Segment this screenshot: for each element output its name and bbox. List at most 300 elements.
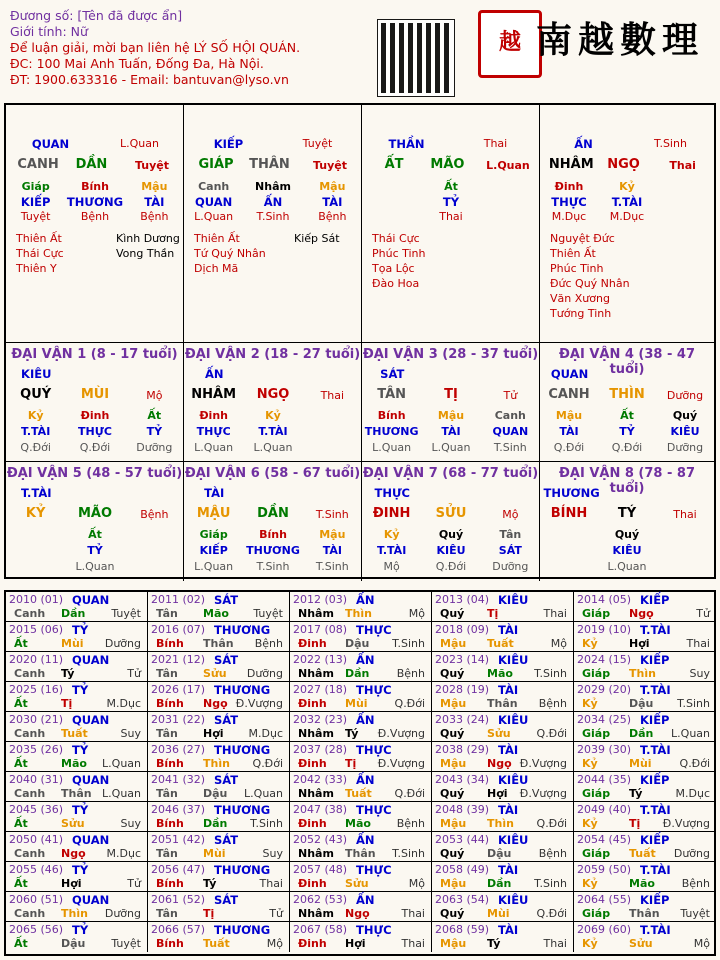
year-stem: Mậu [440, 937, 467, 950]
year-cell [432, 742, 574, 772]
year-stem: Quý [440, 907, 465, 920]
year-branch: Thìn [61, 907, 88, 920]
year-branch: Hợi [629, 637, 650, 650]
year-phase: M.Dục [106, 697, 141, 710]
heavenly-stem: GIÁP [198, 157, 234, 172]
year-phase: T.Sinh [534, 667, 567, 680]
year-branch: Thân [61, 787, 92, 800]
year-label: 2031 (22) [151, 713, 206, 726]
year-god: KIÊU [498, 713, 529, 727]
year-stem: Đinh [298, 637, 327, 650]
year-branch: Mùi [629, 757, 652, 770]
dai-van-cell [540, 343, 714, 462]
dai-van-god: ẤN [204, 367, 224, 381]
year-cell [6, 652, 148, 682]
year-cell [574, 772, 716, 802]
year-label: 2061 (52) [151, 893, 206, 906]
hidden-stem: Ất [620, 409, 634, 422]
year-cell [432, 832, 574, 862]
year-phase: Mộ [408, 877, 425, 890]
year-god: QUAN [72, 713, 110, 727]
year-phase: Suy [262, 847, 283, 860]
year-cell [290, 652, 432, 682]
year-branch: Thân [487, 697, 518, 710]
year-branch: Tuất [61, 727, 88, 740]
year-god: THỰC [356, 803, 392, 817]
year-branch: Sửu [203, 667, 227, 680]
star-name: Thái Cực [372, 232, 420, 245]
earthly-branch: MÃO [77, 506, 113, 521]
year-god: THƯƠNG [214, 863, 271, 877]
year-branch: Dậu [629, 697, 654, 710]
year-stem: Mậu [440, 877, 467, 890]
year-label: 2041 (32) [151, 773, 206, 786]
star-name: Tướng Tinh [550, 307, 612, 320]
year-phase: Tuyệt [253, 607, 283, 620]
year-god: THƯƠNG [214, 923, 271, 937]
hidden-stem: Tuyệt [20, 210, 51, 223]
year-god: TỶ [72, 623, 89, 637]
year-label: 2039 (30) [577, 743, 632, 756]
year-phase: Thai [543, 607, 567, 620]
year-god: SÁT [214, 713, 239, 727]
year-stem: Canh [14, 847, 46, 860]
year-phase: Tử [696, 607, 710, 620]
hidden-stem: Mậu [319, 180, 346, 193]
earthly-branch: NGỌ [256, 387, 290, 402]
hidden-stem: THƯƠNG [246, 544, 300, 557]
hidden-stem: Ất [88, 528, 102, 541]
heavenly-stem: ẤT [384, 157, 404, 172]
year-god: THƯƠNG [214, 683, 271, 697]
earthly-branch: THÂN [249, 157, 290, 172]
year-label: 2038 (29) [435, 743, 490, 756]
hidden-stem: T.Sinh [256, 210, 290, 223]
year-god: TỶ [72, 923, 89, 937]
hidden-stem: THƯƠNG [66, 195, 124, 209]
year-branch: Thân [203, 637, 234, 650]
hidden-stem: Kỷ [619, 180, 635, 193]
star-name: Thiên Ất [16, 232, 62, 245]
branch-phase: Dưỡng [666, 389, 704, 402]
year-branch: Tý [345, 727, 359, 740]
year-branch: Sửu [487, 727, 511, 740]
pillar-stem-god: KIẾP [213, 137, 244, 151]
year-phase: Đ.Vượng [662, 817, 710, 830]
year-stem: Ất [14, 877, 28, 890]
year-stem: Đinh [298, 937, 327, 950]
year-phase: Mộ [408, 607, 425, 620]
hidden-stem: THỰC [551, 195, 587, 209]
phone-email-line: ĐT: 1900.633316 - Email: bantuvan@lyso.vn [10, 72, 289, 87]
year-god: ẤN [356, 713, 375, 727]
pillar-stem-phase: T.Sinh [654, 137, 687, 150]
year-branch: Mão [61, 757, 87, 770]
year-branch: Hợi [345, 937, 366, 950]
year-god: TÀI [498, 803, 519, 817]
hidden-stem: M.Dục [609, 210, 645, 223]
year-phase: T.Sinh [250, 817, 283, 830]
year-god: KIÊU [498, 653, 529, 667]
hidden-stem: Bính [377, 409, 406, 422]
year-phase: M.Dục [675, 787, 710, 800]
year-label: 2029 (20) [577, 683, 632, 696]
year-god: QUAN [72, 593, 110, 607]
hidden-stem: Kỷ [383, 528, 400, 541]
hidden-stem: Giáp [21, 180, 50, 193]
annual-table [4, 590, 716, 956]
hidden-stem: TÀI [559, 425, 579, 438]
year-cell [574, 592, 716, 622]
pillar-stem-god: QUAN [31, 137, 70, 151]
hidden-stem: T.Sinh [256, 560, 290, 573]
hidden-stem: Dưỡng [492, 560, 529, 573]
year-god: ẤN [356, 593, 375, 607]
year-branch: Dần [61, 607, 86, 620]
year-phase: L.Quan [244, 787, 283, 800]
year-stem: Canh [14, 727, 46, 740]
year-god: SÁT [214, 893, 239, 907]
year-stem: Mậu [440, 697, 467, 710]
year-label: 2068 (59) [435, 923, 490, 936]
year-god: SÁT [214, 773, 239, 787]
year-label: 2016 (07) [151, 623, 206, 636]
hidden-stem: TÀI [144, 195, 165, 209]
year-label: 2021 (12) [151, 653, 206, 666]
year-label: 2026 (17) [151, 683, 206, 696]
year-branch: Mão [629, 877, 655, 890]
year-branch: Dần [203, 817, 228, 830]
year-god: KIÊU [498, 773, 529, 787]
star-list [372, 231, 426, 291]
year-phase: L.Quan [102, 787, 141, 800]
year-phase: Bệnh [254, 637, 283, 650]
year-cell [574, 712, 716, 742]
year-phase: Đ.Vượng [519, 787, 567, 800]
year-branch: Tị [345, 757, 357, 770]
year-phase: Tử [127, 667, 141, 680]
year-label: 2069 (60) [577, 923, 632, 936]
hidden-stem: T.Sinh [315, 560, 349, 573]
year-phase: Dưỡng [104, 637, 141, 650]
branch-phase: Bệnh [140, 508, 169, 521]
year-label: 2015 (06) [9, 623, 64, 636]
hidden-stem: THỰC [196, 425, 231, 438]
contact-line: Để luận giải, mời bạn liên hệ LÝ SỐ HỘI QUÁN. [10, 40, 301, 55]
year-phase: L.Quan [671, 727, 710, 740]
branch-phase: Tuyệt [312, 159, 347, 172]
year-phase: T.Sinh [392, 637, 425, 650]
year-cell [574, 652, 716, 682]
year-stem: Quý [440, 727, 465, 740]
red-seal-logo: 越 [478, 10, 542, 78]
hidden-stem: L.Quan [431, 441, 471, 454]
year-branch: Ngọ [61, 847, 86, 860]
star-name: Phúc Tinh [550, 262, 604, 275]
year-cell [6, 922, 148, 952]
year-stem: Tân [156, 787, 178, 800]
year-phase: Suy [120, 727, 141, 740]
year-god: QUAN [72, 653, 110, 667]
year-god: THỰC [356, 623, 392, 637]
year-stem: Bính [156, 817, 184, 830]
year-stem: Tân [156, 907, 178, 920]
hidden-stem: Ất [147, 409, 162, 422]
year-god: KIẾP [640, 893, 670, 907]
year-label: 2062 (53) [293, 893, 348, 906]
hidden-stem: Kỷ [27, 409, 44, 422]
star-name: Tọa Lộc [372, 262, 415, 275]
year-god: THỰC [356, 683, 392, 697]
year-cell [148, 772, 290, 802]
star-name: Dịch Mã [194, 262, 239, 275]
year-cell [6, 772, 148, 802]
year-cell [290, 892, 432, 922]
heavenly-stem: TÂN [377, 387, 407, 402]
year-god: KIÊU [498, 593, 529, 607]
year-stem: Mậu [440, 637, 467, 650]
year-phase: Q.Đới [252, 757, 283, 770]
year-god: THƯƠNG [214, 803, 271, 817]
year-cell [148, 922, 290, 952]
dai-van-god: KIÊU [21, 367, 52, 381]
hidden-stem: Mậu [141, 180, 168, 193]
year-label: 2045 (36) [9, 803, 64, 816]
year-branch: Thìn [345, 607, 372, 620]
year-branch: Ngọ [203, 697, 228, 710]
year-phase: Q.Đới [536, 817, 567, 830]
year-cell [574, 682, 716, 712]
branch-phase: Thai [673, 508, 697, 521]
hidden-stem: THỰC [78, 425, 112, 438]
year-label: 2048 (39) [435, 803, 490, 816]
hidden-stem: KIÊU [670, 425, 700, 438]
year-stem: Kỷ [582, 637, 598, 650]
year-cell [574, 862, 716, 892]
year-god: TÀI [498, 863, 519, 877]
year-cell [290, 862, 432, 892]
hidden-stem: Đinh [554, 180, 584, 193]
year-label: 2065 (56) [9, 923, 64, 936]
hidden-stem: TÀI [322, 544, 342, 557]
year-cell [6, 622, 148, 652]
pillar-cell [362, 105, 540, 343]
year-branch: Tuất [345, 787, 372, 800]
year-stem: Đinh [298, 697, 327, 710]
year-branch: Tị [61, 697, 73, 710]
year-label: 2056 (47) [151, 863, 206, 876]
year-phase: Suy [689, 667, 710, 680]
branch-phase: Mộ [146, 389, 163, 402]
year-branch: Thìn [629, 667, 656, 680]
year-phase: Mộ [693, 937, 710, 950]
year-label: 2054 (45) [577, 833, 632, 846]
year-god: T.TÀI [640, 683, 671, 697]
year-god: KIẾP [640, 773, 670, 787]
year-stem: Quý [440, 847, 465, 860]
address-line: ĐC: 100 Mai Anh Tuấn, Đống Đa, Hà Nội. [10, 56, 264, 71]
star-name: Kình Dương [116, 232, 180, 245]
year-god: ẤN [356, 893, 375, 907]
year-phase: Suy [120, 817, 141, 830]
star-name: Vong Thần [116, 247, 175, 260]
year-stem: Quý [440, 787, 465, 800]
hidden-stem: Giáp [199, 528, 228, 541]
year-god: THỰC [356, 923, 392, 937]
hidden-stem: KIẾP [199, 544, 228, 557]
year-stem: Mậu [440, 757, 467, 770]
year-cell [148, 742, 290, 772]
year-god: T.TÀI [640, 743, 671, 757]
year-phase: Bệnh [396, 817, 425, 830]
year-cell [432, 802, 574, 832]
year-label: 2047 (38) [293, 803, 348, 816]
year-phase: Bệnh [396, 667, 425, 680]
year-stem: Kỷ [582, 757, 598, 770]
year-phase: M.Dục [106, 847, 141, 860]
star-name: Văn Xương [550, 292, 610, 305]
year-god: T.TÀI [640, 863, 671, 877]
year-cell [432, 892, 574, 922]
year-label: 2046 (37) [151, 803, 206, 816]
dai-van-title: ĐẠI VẬN 5 (48 - 57 tuổi) [6, 466, 183, 481]
year-phase: L.Quan [102, 757, 141, 770]
year-label: 2052 (43) [293, 833, 348, 846]
branch-phase: Tuyệt [134, 159, 169, 172]
year-stem: Bính [156, 757, 184, 770]
star-name: Nguyệt Đức [550, 232, 615, 245]
year-cell [290, 622, 432, 652]
year-branch: Tý [487, 937, 501, 950]
year-god: ẤN [356, 653, 375, 667]
dai-van-god: QUAN [550, 367, 589, 381]
year-branch: Dậu [203, 787, 228, 800]
star-name: Đức Quý Nhân [550, 277, 630, 290]
hidden-stem: T.TÀI [377, 544, 407, 557]
year-cell [574, 922, 716, 952]
year-cell [6, 892, 148, 922]
year-god: T.TÀI [640, 923, 671, 937]
year-branch: Mùi [487, 907, 510, 920]
dai-van-title: ĐẠI VẬN 3 (28 - 37 tuổi) [362, 347, 539, 362]
hidden-stem: T.TÀI [611, 195, 643, 209]
hidden-stem: Mậu [555, 409, 583, 422]
earthly-branch: TÝ [617, 506, 637, 521]
year-stem: Ất [14, 937, 28, 950]
year-branch: Tuất [629, 847, 656, 860]
year-cell [148, 802, 290, 832]
dai-van-god: THỰC [374, 486, 410, 500]
year-branch: Dần [629, 727, 654, 740]
hidden-stem: T.TÀI [258, 425, 288, 438]
year-stem: Canh [14, 667, 46, 680]
year-cell [290, 832, 432, 862]
hidden-stem: TÀI [441, 425, 461, 438]
year-god: SÁT [214, 593, 239, 607]
year-phase: Mộ [266, 937, 283, 950]
hidden-stem: Q.Đới [553, 441, 585, 454]
heavenly-stem: ĐINH [372, 506, 411, 521]
hidden-stem: Dưỡng [666, 441, 704, 454]
year-phase: Mộ [550, 637, 567, 650]
dai-van-cell [184, 343, 362, 462]
dai-van-cell [6, 462, 184, 581]
year-phase: Dưỡng [246, 667, 283, 680]
earthly-branch: MÃO [430, 157, 465, 172]
star-name: Đào Hoa [372, 277, 420, 290]
brand-logo-text: 南越數理 [536, 19, 705, 61]
year-phase: Q.Đới [679, 757, 710, 770]
year-god: TỶ [72, 743, 89, 757]
year-stem: Mậu [440, 817, 467, 830]
year-branch: Tị [203, 907, 215, 920]
hidden-stem: QUAN [195, 195, 233, 209]
hidden-stem: SÁT [498, 544, 522, 557]
year-god: ẤN [356, 833, 375, 847]
dai-van-title: ĐẠI VẬN 6 (58 - 67 tuổi) [184, 466, 361, 481]
year-stem: Nhâm [298, 907, 334, 920]
year-phase: Đ.Vượng [235, 697, 283, 710]
heavenly-stem: KỶ [25, 506, 46, 521]
year-phase: Q.Đới [394, 787, 425, 800]
year-cell [290, 712, 432, 742]
year-cell [432, 772, 574, 802]
branch-phase: T.Sinh [315, 508, 349, 521]
year-cell [574, 742, 716, 772]
year-phase: Bệnh [538, 697, 567, 710]
year-label: 2037 (28) [293, 743, 348, 756]
year-label: 2067 (58) [293, 923, 348, 936]
pillar-stem-god: ẤN [574, 137, 593, 151]
year-god: SÁT [214, 653, 239, 667]
year-cell [432, 682, 574, 712]
hidden-stem: TỶ [442, 195, 460, 209]
year-stem: Kỷ [582, 697, 598, 710]
year-label: 2018 (09) [435, 623, 490, 636]
hidden-stem: L.Quan [607, 560, 647, 573]
chart-grid [4, 103, 716, 579]
year-phase: Bệnh [538, 847, 567, 860]
year-phase: Q.Đới [536, 907, 567, 920]
year-branch: Tuất [203, 937, 230, 950]
hidden-stem: Q.Đới [611, 441, 643, 454]
year-stem: Giáp [582, 787, 611, 800]
year-god: THỰC [356, 743, 392, 757]
owner-line: Đương số: [Tên đã được ẩn] [10, 8, 183, 23]
year-label: 2040 (31) [9, 773, 64, 786]
year-stem: Canh [14, 907, 46, 920]
year-god: THỰC [356, 863, 392, 877]
dai-van-cell [184, 462, 362, 581]
hidden-stem: L.Quan [372, 441, 412, 454]
year-branch: Tý [203, 877, 217, 890]
hidden-stem: Quý [672, 409, 698, 422]
year-phase: Bệnh [681, 877, 710, 890]
earthly-branch: THÌN [609, 387, 645, 402]
year-branch: Dần [487, 877, 512, 890]
hidden-stem: M.Dục [551, 210, 587, 223]
year-phase: Dưỡng [104, 907, 141, 920]
year-label: 2013 (04) [435, 593, 490, 606]
hidden-stem: Canh [198, 180, 230, 193]
earthly-branch: NGỌ [607, 157, 640, 172]
star-name: Thiên Y [16, 262, 57, 275]
year-label: 2019 (10) [577, 623, 632, 636]
year-cell [6, 682, 148, 712]
branch-phase: Thai [320, 389, 345, 402]
hidden-stem: T.Sinh [493, 441, 527, 454]
year-phase: Q.Đới [536, 727, 567, 740]
